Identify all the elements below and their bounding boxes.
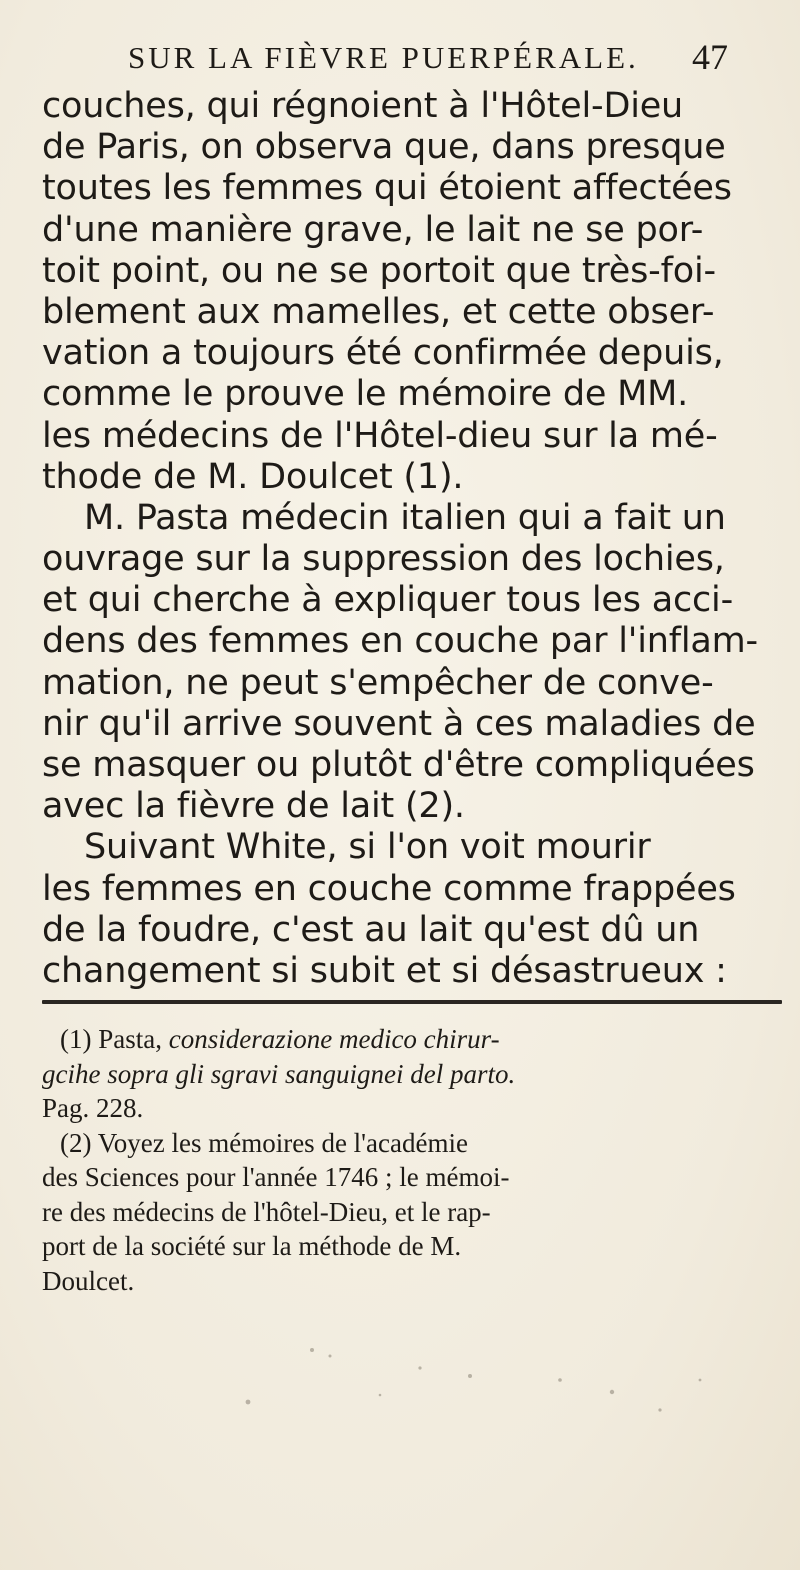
text-line: se masquer ou plutôt d'être compliquées <box>42 745 755 785</box>
speck <box>310 1348 314 1352</box>
text-line: avec la fièvre de lait (2). <box>42 786 465 827</box>
footnote-2-line: des Sciences pour l'année 1746 ; le mémoi- <box>42 1162 510 1192</box>
text-line: toutes les femmes qui étoient affectées <box>42 168 732 209</box>
text-line: blement aux mamelles, et cette obser- <box>42 291 715 332</box>
footnote-1-title-cont: gcihe sopra gli sgravi sanguignei del parto. <box>42 1058 516 1089</box>
text-line: les médecins de l'Hôtel-dieu sur la mé- <box>42 415 718 456</box>
footnote-1-marker: (1) <box>60 1024 92 1054</box>
page-number: 47 <box>692 37 728 77</box>
text-line: les femmes en couche comme frappées <box>42 868 736 909</box>
speck <box>379 1394 382 1397</box>
speck <box>246 1400 251 1405</box>
speck <box>610 1390 614 1394</box>
footnote-1-author: Pasta, <box>98 1024 162 1054</box>
footnote-2-line: port de la société sur la méthode de M. <box>42 1231 462 1261</box>
footnote-1-page: Pag. 228. <box>42 1093 144 1123</box>
text-line: thode de M. Doulcet (1). <box>42 456 464 497</box>
text-line: changement si subit et si désastrueux : <box>42 950 727 991</box>
speck <box>558 1378 562 1382</box>
text-line: et qui cherche à expliquer tous les acci- <box>42 580 733 621</box>
running-head: SUR LA FIÈVRE PUERPÉRALE. <box>128 40 639 75</box>
speck <box>699 1379 702 1382</box>
text-line: ouvrage sur la suppression des lochies, <box>42 539 725 580</box>
text-line: couches, qui régnoient à l'Hôtel-Dieu <box>42 86 684 126</box>
speck <box>658 1408 661 1411</box>
text-line: de Paris, on observa que, dans presque <box>42 127 726 168</box>
footnote-2-line: Doulcet. <box>42 1265 135 1296</box>
text-line: dens des femmes en couche par l'inflam- <box>42 621 758 662</box>
text-line: nir qu'il arrive souvent à ces maladies de <box>42 703 756 744</box>
speck <box>418 1366 421 1369</box>
footnote-2-line: re des médecins de l'hôtel-Dieu, et le rap- <box>42 1196 491 1227</box>
footnote-1-title: considerazione medico chirur- <box>168 1024 500 1054</box>
text-line: vation a toujours été confirmée depuis, <box>42 333 724 374</box>
text-line: mation, ne peut s'empêcher de conve- <box>42 662 714 703</box>
footnote-2-line: (2) Voyez les mémoires de l'académie <box>60 1127 468 1158</box>
text-line: d'une manière grave, le lait ne se por- <box>42 209 704 250</box>
speck <box>468 1374 472 1378</box>
speck <box>329 1355 332 1358</box>
text-line: Suivant White, si l'on voit mourir <box>84 827 651 868</box>
text-line: M. Pasta médecin italien qui a fait un <box>84 497 726 538</box>
text-line: toit point, ou ne se portoit que très-foi- <box>42 250 716 291</box>
text-line: comme le prouve le mémoire de MM. <box>42 374 689 415</box>
text-line: de la foudre, c'est au lait qu'est dû un <box>42 909 700 950</box>
